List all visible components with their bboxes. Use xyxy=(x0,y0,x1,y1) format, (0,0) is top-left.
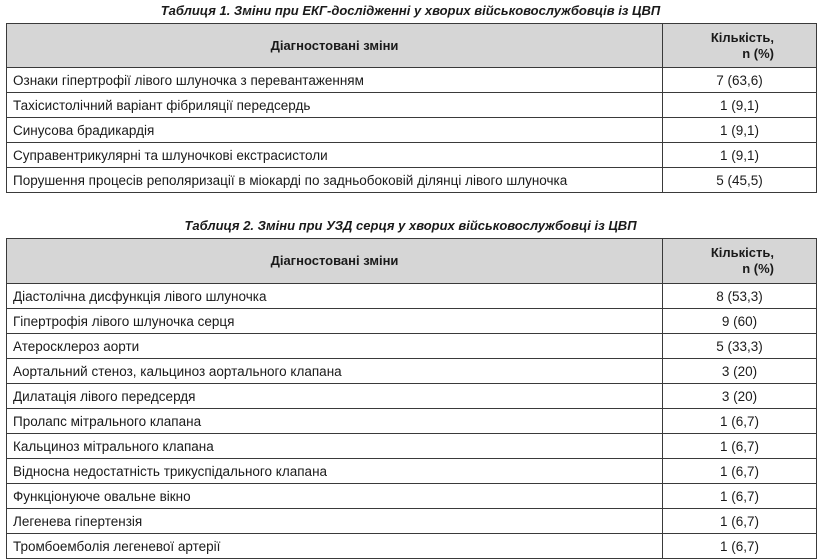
row-count: 1 (9,1) xyxy=(663,143,817,168)
row-diagnosis: Відносна недостатність трикуспідального клапана xyxy=(7,459,663,484)
table2-caption: Таблиця 2. Зміни при УЗД серця у хворих військовослужбовці із ЦВП xyxy=(184,218,637,233)
row-count: 1 (9,1) xyxy=(663,118,817,143)
row-diagnosis: Кальциноз мітрального клапана xyxy=(7,434,663,459)
column-header-count-line2: n (%) xyxy=(742,261,774,276)
row-count: 1 (6,7) xyxy=(663,409,817,434)
table-row xyxy=(7,359,817,384)
table2-body xyxy=(7,284,817,559)
row-diagnosis: Дилатація лівого передсердя xyxy=(7,384,663,409)
table-row xyxy=(7,334,817,359)
row-count: 1 (6,7) xyxy=(663,509,817,534)
row-count: 9 (60) xyxy=(663,309,817,334)
column-header-count-line2: n (%) xyxy=(742,45,774,61)
row-diagnosis: Ознаки гіпертрофії лівого шлуночка з перевантаженням xyxy=(7,68,663,93)
row-diagnosis: Синусова брадикардія xyxy=(7,118,663,143)
table-row xyxy=(7,118,817,143)
table-row xyxy=(7,143,817,168)
row-count: 1 (6,7) xyxy=(663,534,817,559)
table-header-row xyxy=(7,24,817,68)
table-row xyxy=(7,284,817,309)
row-diagnosis: Гіпертрофія лівого шлуночка серця xyxy=(7,309,663,334)
column-header-changes: Діагностовані зміни xyxy=(7,24,663,68)
table-row xyxy=(7,384,817,409)
row-count: 3 (20) xyxy=(663,359,817,384)
table-row xyxy=(7,484,817,509)
table-row xyxy=(7,309,817,334)
table1-body xyxy=(7,68,817,193)
table1-caption: Таблиця 1. Зміни при ЕКГ-дослідженні у хворих військовослужбовців із ЦВП xyxy=(160,3,661,18)
table-header-row xyxy=(7,239,817,284)
row-diagnosis: Легенева гіпертензія xyxy=(7,509,663,534)
row-count: 1 (6,7) xyxy=(663,459,817,484)
row-diagnosis: Тахісистолічний варіант фібриляції передсердь xyxy=(7,93,663,118)
row-count: 7 (63,6) xyxy=(663,68,817,93)
row-count: 3 (20) xyxy=(663,384,817,409)
row-count: 5 (45,5) xyxy=(663,168,817,193)
column-header-count xyxy=(663,24,817,68)
row-count: 1 (6,7) xyxy=(663,484,817,509)
row-count: 1 (9,1) xyxy=(663,93,817,118)
row-count: 5 (33,3) xyxy=(663,334,817,359)
row-count: 8 (53,3) xyxy=(663,284,817,309)
row-diagnosis: Атеросклероз аорти xyxy=(7,334,663,359)
row-diagnosis: Суправентрикулярні та шлуночкові екстрасистоли xyxy=(7,143,663,168)
table-row xyxy=(7,168,817,193)
row-diagnosis: Діастолічна дисфункція лівого шлуночка xyxy=(7,284,663,309)
table-row xyxy=(7,434,817,459)
table-row xyxy=(7,93,817,118)
row-diagnosis: Аортальний стеноз, кальциноз аортального клапана xyxy=(7,359,663,384)
table-row xyxy=(7,409,817,434)
table-row xyxy=(7,509,817,534)
table-row xyxy=(7,459,817,484)
column-header-changes: Діагностовані зміни xyxy=(7,239,663,284)
column-header-count xyxy=(663,239,817,284)
table-row xyxy=(7,68,817,93)
row-diagnosis: Пролапс мітрального клапана xyxy=(7,409,663,434)
echo-table xyxy=(6,238,817,559)
column-header-count-line1: Кількість, xyxy=(710,245,774,260)
row-count: 1 (6,7) xyxy=(663,434,817,459)
column-header-count-line1: Кількість, xyxy=(710,29,774,45)
row-diagnosis: Тромбоемболія легеневої артерії xyxy=(7,534,663,559)
row-diagnosis: Порушення процесів реполяризації в міокарді по задньобоковій ділянці лівого шлуночка xyxy=(7,168,663,193)
table-row xyxy=(7,534,817,559)
row-diagnosis: Функціонуюче овальне вікно xyxy=(7,484,663,509)
ecg-table xyxy=(6,23,817,193)
